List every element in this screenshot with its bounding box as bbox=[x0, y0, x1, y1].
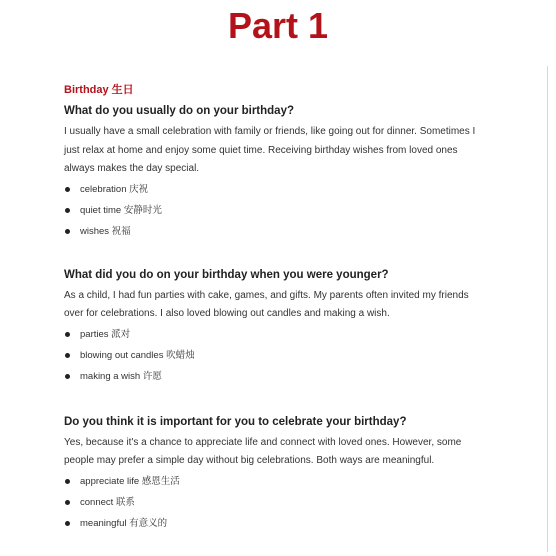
section-spacer bbox=[64, 242, 534, 266]
qa-section-2 bbox=[64, 266, 534, 387]
answer-line: As a child, I had fun parties with cake, games, and gifts. My parents often invited my friends bbox=[64, 289, 469, 301]
answer-line: always makes the day special. bbox=[64, 163, 200, 174]
vocab-item bbox=[64, 513, 534, 534]
question-1: What do you usually do on your birthday? bbox=[64, 105, 294, 117]
vocab-text: connect 联系 bbox=[80, 496, 135, 508]
answer-line: people may prefer a simple day without big celebrations. Both ways are meaningful. bbox=[64, 455, 435, 466]
section-spacer bbox=[64, 387, 534, 413]
answer-line: Yes, because it's a chance to appreciate life and connect with loved ones. However, some bbox=[64, 436, 462, 448]
answer-line: over for celebrations. I also loved blowing out candles and making a wish. bbox=[64, 308, 390, 319]
page-title: Part 1 bbox=[227, 5, 329, 46]
vocab-item bbox=[64, 345, 534, 366]
bullet-icon bbox=[65, 187, 70, 192]
bullet-icon bbox=[65, 374, 70, 379]
vocab-item bbox=[64, 366, 534, 387]
vocab-item bbox=[64, 179, 534, 200]
bullet-icon bbox=[65, 229, 70, 234]
answer-2 bbox=[64, 287, 534, 324]
qa-section-1 bbox=[64, 102, 534, 242]
answer-line: just relax at home and enjoy some quiet time. Receiving birthday wishes from loved ones bbox=[64, 144, 458, 156]
vocab-item bbox=[64, 324, 534, 345]
vocab-text: appreciate life 感恩生活 bbox=[80, 475, 180, 487]
vocab-item bbox=[64, 471, 534, 492]
vocab-text: celebration 庆祝 bbox=[80, 183, 149, 195]
vocab-text: blowing out candles 吹蜡烛 bbox=[80, 349, 195, 361]
document-content bbox=[64, 82, 534, 534]
bullet-icon bbox=[65, 521, 70, 526]
bullet-icon bbox=[65, 332, 70, 337]
vocab-item bbox=[64, 200, 534, 221]
qa-section-3 bbox=[64, 413, 534, 534]
answer-1 bbox=[64, 123, 534, 179]
vocab-list-3 bbox=[64, 471, 534, 534]
vocab-text: quiet time 安静时光 bbox=[80, 204, 162, 216]
question-2: What did you do on your birthday when you were younger? bbox=[64, 268, 389, 281]
vocab-list-2 bbox=[64, 324, 534, 387]
question-3: Do you think it is important for you to celebrate your birthday? bbox=[64, 415, 407, 428]
topic-heading: Birthday 生日 bbox=[64, 84, 134, 96]
answer-line: I usually have a small celebration with family or friends, like going out for dinner. Sometimes I bbox=[64, 126, 476, 137]
vocab-item bbox=[64, 221, 534, 242]
bullet-icon bbox=[65, 479, 70, 484]
page-edge-rule bbox=[547, 66, 548, 552]
bullet-icon bbox=[65, 353, 70, 358]
bullet-icon bbox=[65, 500, 70, 505]
vocab-text: making a wish 许愿 bbox=[80, 370, 162, 382]
vocab-text: meaningful 有意义的 bbox=[80, 517, 168, 529]
answer-3 bbox=[64, 434, 534, 471]
vocab-item bbox=[64, 492, 534, 513]
bullet-icon bbox=[65, 208, 70, 213]
vocab-text: parties 派对 bbox=[80, 328, 131, 340]
vocab-text: wishes 祝福 bbox=[80, 225, 131, 237]
vocab-list-1 bbox=[64, 179, 534, 242]
